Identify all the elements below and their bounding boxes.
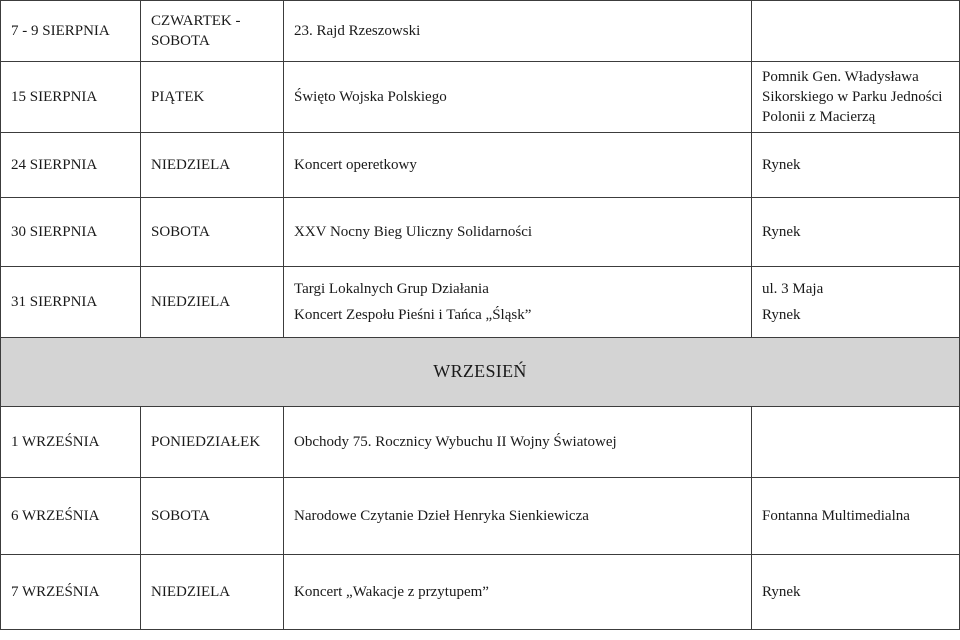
weekday-cell (141, 1, 284, 62)
weekday-line: SOBOTA (151, 33, 210, 49)
month-header-row (1, 338, 960, 407)
weekday-cell: PIĄTEK (141, 62, 284, 133)
event-cell: Święto Wojska Polskiego (284, 62, 752, 133)
weekday-line: CZWARTEK - (151, 13, 241, 29)
table-row (1, 407, 960, 478)
table-row (1, 1, 960, 62)
weekday-cell: PONIEDZIAŁEK (141, 407, 284, 478)
event-cell: XXV Nocny Bieg Uliczny Solidarności (284, 198, 752, 267)
weekday-cell: NIEDZIELA (141, 133, 284, 198)
date-cell: 6 WRZEŚNIA (1, 478, 141, 555)
table-row (1, 62, 960, 133)
month-header (1, 338, 960, 407)
event-cell (284, 267, 752, 338)
weekday-cell: SOBOTA (141, 198, 284, 267)
month-label: WRZESIEŃ (433, 361, 527, 381)
table-row (1, 478, 960, 555)
table-row (1, 198, 960, 267)
date-cell: 1 WRZEŚNIA (1, 407, 141, 478)
weekday-cell: NIEDZIELA (141, 555, 284, 630)
place-line: Rynek (762, 307, 801, 323)
weekday-cell: NIEDZIELA (141, 267, 284, 338)
event-cell: Obchody 75. Rocznicy Wybuchu II Wojny Światowej (284, 407, 752, 478)
event-cell: Koncert operetkowy (284, 133, 752, 198)
date-cell: 15 SIERPNIA (1, 62, 141, 133)
place-cell: Pomnik Gen. Władysława Sikorskiego w Parku Jedności Polonii z Macierzą (752, 62, 960, 133)
table-row (1, 267, 960, 338)
place-cell: Rynek (752, 555, 960, 630)
event-cell: 23. Rajd Rzeszowski (284, 1, 752, 62)
weekday-cell: SOBOTA (141, 478, 284, 555)
event-cell: Koncert „Wakacje z przytupem” (284, 555, 752, 630)
place-cell: Rynek (752, 133, 960, 198)
event-cell: Narodowe Czytanie Dzieł Henryka Sienkiewicza (284, 478, 752, 555)
date-cell: 24 SIERPNIA (1, 133, 141, 198)
place-cell (752, 1, 960, 62)
place-line: ul. 3 Maja (762, 281, 824, 297)
event-line: Targi Lokalnych Grup Działania (294, 281, 489, 297)
place-cell (752, 267, 960, 338)
date-cell: 7 WRZEŚNIA (1, 555, 141, 630)
date-cell: 7 - 9 SIERPNIA (1, 1, 141, 62)
place-cell: Fontanna Multimedialna (752, 478, 960, 555)
place-cell (752, 407, 960, 478)
place-cell: Rynek (752, 198, 960, 267)
table-row (1, 555, 960, 630)
date-cell: 31 SIERPNIA (1, 267, 141, 338)
event-line: Koncert Zespołu Pieśni i Tańca „Śląsk” (294, 307, 532, 323)
date-cell: 30 SIERPNIA (1, 198, 141, 267)
table-row (1, 133, 960, 198)
